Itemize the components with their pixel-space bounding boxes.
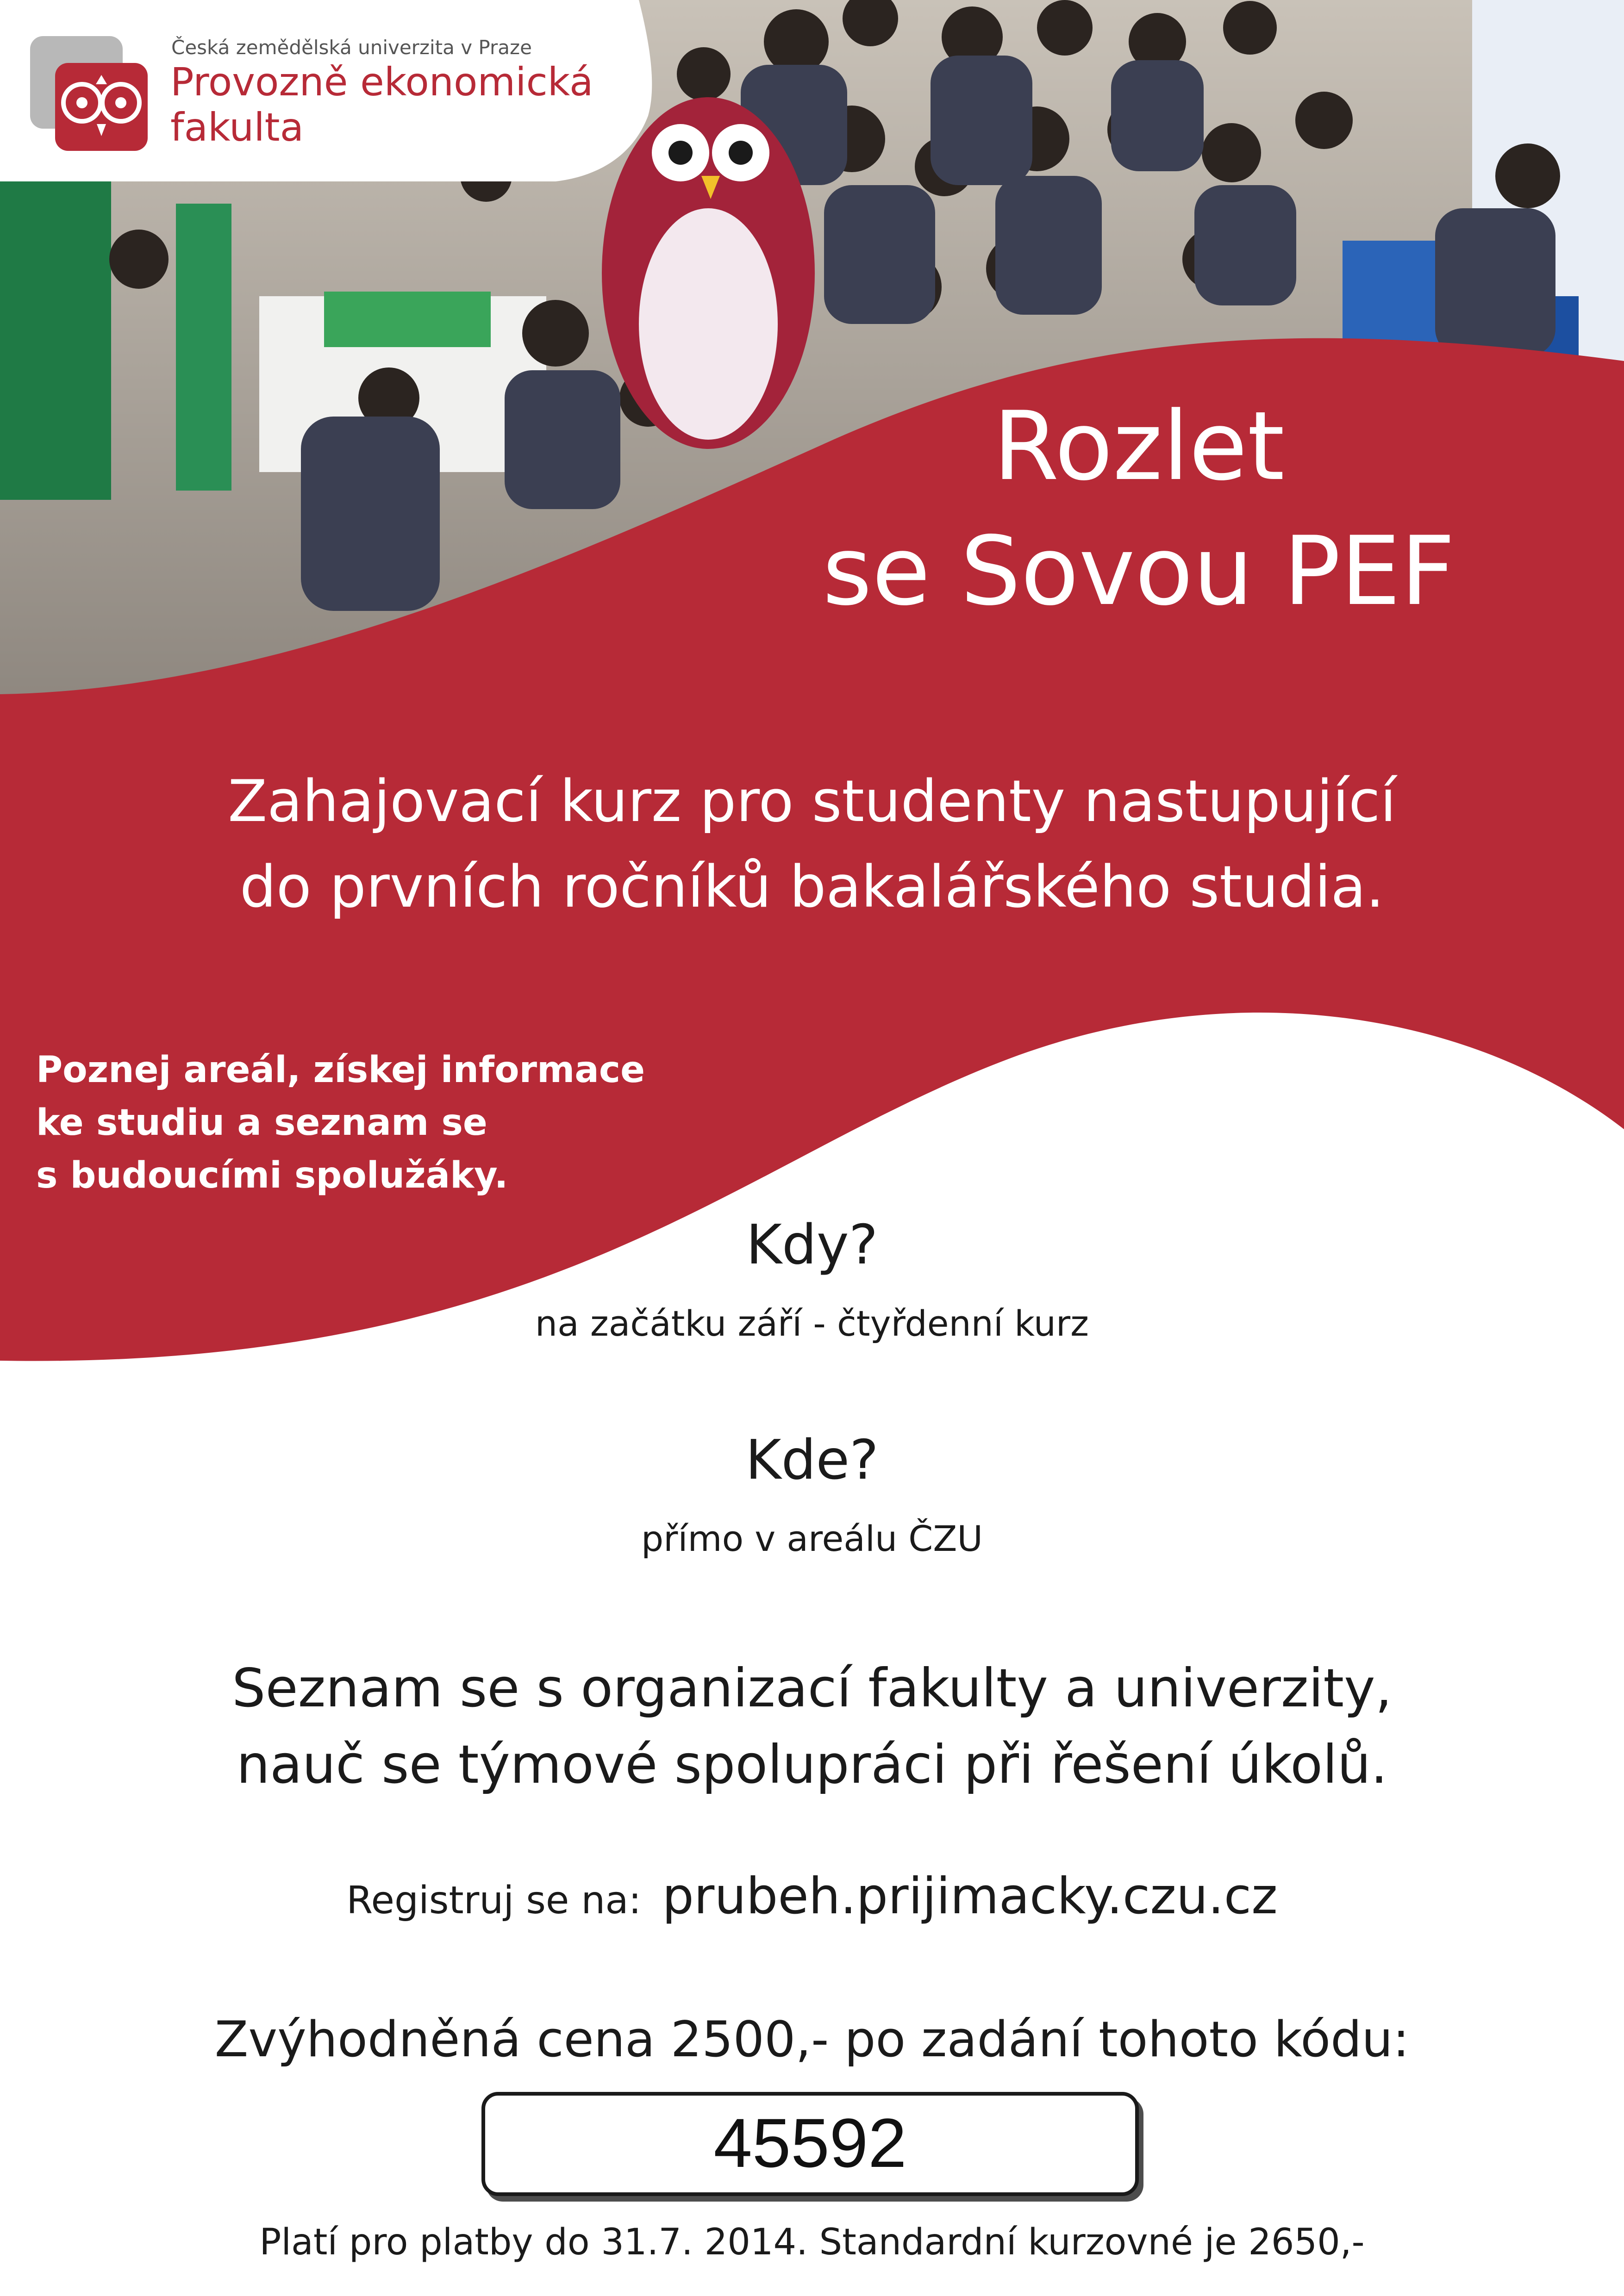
when-text: na začátku září - čtyřdenní kurz <box>535 1303 1089 1344</box>
footer-note: Platí pro platby do 31.7. 2014. Standardní kurzovné je 2650,- <box>259 2221 1365 2263</box>
when-heading: Kdy? <box>746 1213 878 1276</box>
owl-logo-icon <box>30 33 150 154</box>
logo-faculty-name <box>170 59 593 150</box>
side-note-line2: ke studiu a seznam se <box>36 1102 487 1144</box>
side-note <box>36 1044 645 1202</box>
side-note-line1: Poznej areál, získej informace <box>36 1049 645 1091</box>
title-line2: se Sovou PEF <box>822 516 1455 627</box>
info-text <box>0 1650 1624 1803</box>
title-line1: Rozlet <box>993 392 1285 502</box>
subtitle-line2: do prvních ročníků bakalářského studia. <box>240 854 1384 921</box>
register-row <box>0 1867 1624 1925</box>
register-label: Registruj se na: <box>346 1879 642 1923</box>
where-heading: Kde? <box>745 1428 879 1492</box>
poster-title <box>722 384 1555 634</box>
where-text: přímo v areálu ČZU <box>641 1518 983 1559</box>
faculty-logo <box>0 0 648 183</box>
logo-university-name: Česká zemědělská univerzita v Praze <box>171 36 532 59</box>
poster-subtitle <box>0 759 1624 930</box>
subtitle-line1: Zahajovací kurz pro studenty nastupující <box>228 768 1396 835</box>
promo-text: Zvýhodněná cena 2500,- po zadání tohoto kódu: <box>214 2011 1410 2068</box>
info-line2: nauč se týmové spolupráci při řešení úkolů. <box>236 1734 1388 1795</box>
logo-faculty-line1: Provozně ekonomická <box>170 59 593 105</box>
logo-faculty-line2: fakulta <box>170 105 304 150</box>
side-note-line3: s budoucími spolužáky. <box>36 1155 508 1196</box>
info-line1: Seznam se s organizací fakulty a univerzity, <box>232 1657 1392 1719</box>
register-link[interactable]: prubeh.prijimacky.czu.cz <box>662 1867 1278 1925</box>
promo-code-box: 45592 <box>481 2092 1139 2196</box>
